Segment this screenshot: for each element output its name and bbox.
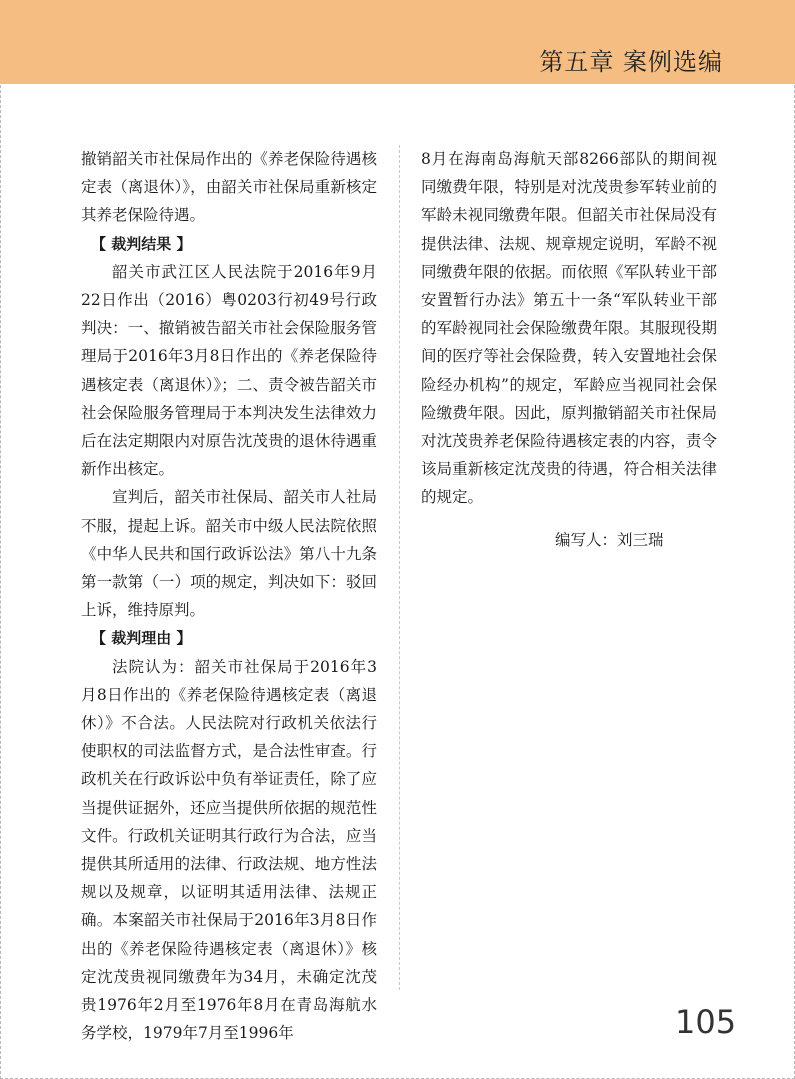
- chapter-header-band: [0, 0, 795, 84]
- column-divider: [399, 145, 400, 990]
- section-heading-judgment-reason: 【 裁判理由 】: [91, 629, 192, 648]
- author-credit: 编写人：刘三瑞: [555, 531, 664, 549]
- section-heading-judgment-result: 【 裁判结果 】: [91, 234, 192, 253]
- paragraph-appeal: 宣判后，韶关市社保局、韶关市人社局不服，提起上诉。韶关市中级人民法院依照《中华人民共和国行政诉讼法》第八十九条第一款第（一）项的规定，判决如下：驳回上诉，维持原判。: [81, 488, 377, 620]
- page-number: 105: [675, 1003, 737, 1041]
- paragraph-court-reasoning: 法院认为：韶关市社保局于2016年3月8日作出的《养老保险待遇核定表（离退休）》不合法。人民法院对行政机关依法行使职权的司法监督方式，是合法性审查。行政机关在行政诉讼中负有举证责任，除了应当提供证据外，还应当提供所依据的规范性文件。行政机关证明其行政行为合法，应当提供其所适用的法律、行政法规、地方性法规以及规章，以证明其适用法律、法规正确。本案韶关市社保局于2016年3月8日作出的《养老保险待遇核定表（离退休）》核定沈茂贵视同缴费年为34月，未确定沈茂贵1976年2月至1976年8月在青岛海航水务学校，1979年7月至1996年: [81, 657, 377, 1043]
- paragraph-judgment: 韶关市武江区人民法院于2016年9月22日作出（2016）粤0203行初49号行政判决：一、撤销被告韶关市社会保险服务管理局于2016年3月8日作出的《养老保险待遇核定表（离退休）》；二、责令被告韶关市社会保险服务管理局于本判决发生法律效力后在法定期限内对原告沈茂贵的退休待遇重新作出核定。: [81, 262, 377, 479]
- paragraph-reasoning-continued: 8月在海南岛海航天部8266部队的期间视同缴费年限，特别是对沈茂贵参军转业前的军龄未视同缴费年限。但韶关市社保局没有提供法律、法规、规章规定说明，军龄不视同缴费年限的依据。而依照《军队转业干部安置暂行办法》第五十一条“军队转业干部的军龄视同社会保险缴费年限。其服现役期间的医疗等社会保险费，转入安置地社会保险经办机构”的规定，军龄应当视同社会保险缴费年限。因此，原判撤销韶关市社保局对沈茂贵养老保险待遇核定表的内容，责令该局重新核定沈茂贵的待遇，符合相关法律的规定。: [421, 150, 717, 507]
- paragraph-continuation: 撤销韶关市社保局作出的《养老保险待遇核定表（离退休）》，由韶关市社保局重新核定其养老保险待遇。: [81, 150, 377, 225]
- chapter-title: 第五章 案例选编: [539, 48, 723, 76]
- right-column: [421, 145, 717, 512]
- left-column: [81, 145, 377, 1048]
